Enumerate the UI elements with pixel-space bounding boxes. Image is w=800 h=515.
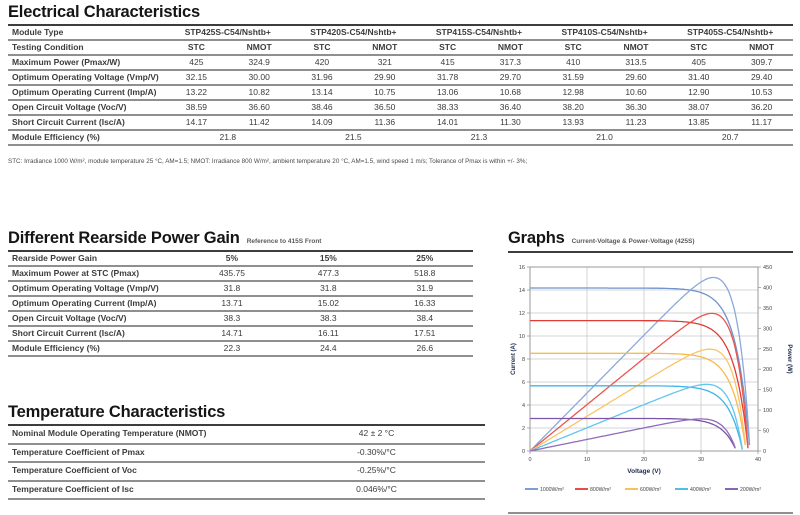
cell: 17.51 <box>377 326 473 341</box>
graphs-subtitle: Current-Voltage & Power-Voltage (425S) <box>571 238 695 245</box>
cell: 14.17 <box>165 115 228 130</box>
cell: 14.71 <box>184 326 280 341</box>
cell: STC <box>667 40 730 55</box>
row-label: Open Circuit Voltage (Voc/V) <box>8 100 165 115</box>
table-row <box>8 40 793 55</box>
cell: 21.3 <box>416 130 542 145</box>
cell: 21.0 <box>542 130 668 145</box>
cell: 15.02 <box>280 296 376 311</box>
svg-text:20: 20 <box>640 457 648 463</box>
svg-text:450: 450 <box>763 265 773 271</box>
cell: 42 ± 2 °C <box>268 425 485 444</box>
table-row <box>8 25 793 40</box>
cell: 38.59 <box>165 100 228 115</box>
temperature-table <box>8 424 485 500</box>
cell: 29.70 <box>479 70 542 85</box>
cell: NMOT <box>730 40 793 55</box>
cell: 25% <box>377 251 473 266</box>
cell: 12.98 <box>542 85 605 100</box>
cell: NMOT <box>605 40 668 55</box>
row-label: Testing Condition <box>8 40 165 55</box>
cell: 31.8 <box>184 281 280 296</box>
pv-curve-600W/m² <box>530 349 745 451</box>
cell: 36.30 <box>605 100 668 115</box>
cell: -0.25%/°C <box>268 462 485 481</box>
table-row <box>8 296 473 311</box>
svg-text:0: 0 <box>763 449 767 455</box>
legend-label: 1000W/m² <box>540 487 564 493</box>
cell: 13.06 <box>416 85 479 100</box>
cell: 0.046%/°C <box>268 481 485 500</box>
cell: 11.30 <box>479 115 542 130</box>
legend-label: 200W/m² <box>740 487 762 493</box>
table-row <box>8 100 793 115</box>
cell: 425 <box>165 55 228 70</box>
svg-text:250: 250 <box>763 346 773 353</box>
cell: 13.14 <box>291 85 354 100</box>
svg-text:300: 300 <box>763 326 773 333</box>
cell: STP420S-C54/Nshtb+ <box>291 25 417 40</box>
cell: 36.50 <box>353 100 416 115</box>
svg-text:8: 8 <box>521 357 525 363</box>
svg-text:100: 100 <box>763 408 773 415</box>
svg-text:Voltage (V): Voltage (V) <box>627 468 661 475</box>
cell: 10.60 <box>605 85 668 100</box>
table-row <box>8 130 793 145</box>
cell: -0.30%/°C <box>268 444 485 463</box>
table-row <box>8 444 485 463</box>
svg-text:Current (A): Current (A) <box>511 343 517 375</box>
row-label: Short Circuit Current (Isc/A) <box>8 115 165 130</box>
rearside-power-gain-section <box>8 229 473 357</box>
cell: 420 <box>291 55 354 70</box>
svg-text:0: 0 <box>528 457 532 463</box>
cell: 16.11 <box>280 326 376 341</box>
cell: 38.20 <box>542 100 605 115</box>
rearside-header <box>8 229 473 248</box>
graphs-title: Graphs <box>508 229 565 247</box>
svg-text:10: 10 <box>583 457 591 463</box>
cell: 10.82 <box>228 85 291 100</box>
cell: 317.3 <box>479 55 542 70</box>
cell: 405 <box>667 55 730 70</box>
cell: STP425S-C54/Nshtb+ <box>165 25 291 40</box>
cell: 31.96 <box>291 70 354 85</box>
pv-curve-200W/m² <box>530 419 735 451</box>
cell: STP415S-C54/Nshtb+ <box>416 25 542 40</box>
table-row <box>8 115 793 130</box>
row-label: Module Efficiency (%) <box>8 130 165 145</box>
temperature-characteristics-section <box>8 403 485 500</box>
svg-text:0: 0 <box>521 449 525 455</box>
cell: 15% <box>280 251 376 266</box>
cell: 477.3 <box>280 266 376 281</box>
cell: STC <box>542 40 605 55</box>
row-label: Rearside Power Gain <box>8 251 184 266</box>
svg-text:350: 350 <box>763 305 773 312</box>
cell: STC <box>165 40 228 55</box>
table-row <box>8 55 793 70</box>
cell: 38.4 <box>377 311 473 326</box>
temperature-title: Temperature Characteristics <box>8 403 226 421</box>
rearside-title: Different Rearside Power Gain <box>8 229 240 247</box>
cell: 21.8 <box>165 130 291 145</box>
cell: 20.7 <box>667 130 793 145</box>
cell: 13.71 <box>184 296 280 311</box>
cell: 38.07 <box>667 100 730 115</box>
table-row <box>8 341 473 356</box>
cell: 13.85 <box>667 115 730 130</box>
cell: 313.5 <box>605 55 668 70</box>
cell: 14.09 <box>291 115 354 130</box>
cell: 11.36 <box>353 115 416 130</box>
table-row <box>8 85 793 100</box>
cell: 36.60 <box>228 100 291 115</box>
svg-text:6: 6 <box>521 380 525 386</box>
iv-pv-chart <box>508 255 793 512</box>
cell: 29.40 <box>730 70 793 85</box>
cell: 36.20 <box>730 100 793 115</box>
row-label: Optimum Operating Voltage (Vmp/V) <box>8 281 184 296</box>
rearside-subtitle: Reference to 415S Front <box>246 238 322 245</box>
table-row <box>8 326 473 341</box>
iv-pv-chart-svg <box>508 255 793 507</box>
cell: 324.9 <box>228 55 291 70</box>
row-label: Optimum Operating Voltage (Vmp/V) <box>8 70 165 85</box>
cell: 32.15 <box>165 70 228 85</box>
graphs-section <box>508 229 793 514</box>
cell: STC <box>291 40 354 55</box>
legend-label: 600W/m² <box>640 487 662 493</box>
cell: 12.90 <box>667 85 730 100</box>
row-label: Temperature Coefficient of Isc <box>8 481 268 500</box>
row-label: Optimum Operating Current (Imp/A) <box>8 85 165 100</box>
table-row <box>8 462 485 481</box>
cell: 415 <box>416 55 479 70</box>
svg-text:30: 30 <box>697 457 705 463</box>
cell: 13.22 <box>165 85 228 100</box>
cell: 11.23 <box>605 115 668 130</box>
rearside-table <box>8 250 473 357</box>
svg-text:16: 16 <box>518 265 525 271</box>
svg-text:400: 400 <box>763 285 773 292</box>
cell: 31.40 <box>667 70 730 85</box>
cell: 14.01 <box>416 115 479 130</box>
cell: 29.90 <box>353 70 416 85</box>
iv-curve-200W/m² <box>530 419 735 449</box>
table-row <box>8 70 793 85</box>
cell: STP405S-C54/Nshtb+ <box>667 25 793 40</box>
cell: 38.33 <box>416 100 479 115</box>
cell: NMOT <box>228 40 291 55</box>
cell: 36.40 <box>479 100 542 115</box>
cell: 21.5 <box>291 130 417 145</box>
cell: 11.42 <box>228 115 291 130</box>
cell: 31.8 <box>280 281 376 296</box>
row-label: Maximum Power (Pmax/W) <box>8 55 165 70</box>
cell: 10.75 <box>353 85 416 100</box>
legend-label: 800W/m² <box>590 487 612 493</box>
svg-text:40: 40 <box>754 457 762 463</box>
cell: 31.9 <box>377 281 473 296</box>
cell: 26.6 <box>377 341 473 356</box>
table-row <box>8 425 485 444</box>
table-row <box>8 481 485 500</box>
cell: NMOT <box>479 40 542 55</box>
table-row <box>8 281 473 296</box>
cell: 13.93 <box>542 115 605 130</box>
svg-text:4: 4 <box>521 403 525 409</box>
row-label: Module Efficiency (%) <box>8 341 184 356</box>
svg-text:Power (W): Power (W) <box>786 344 792 374</box>
cell: 10.68 <box>479 85 542 100</box>
cell: 22.3 <box>184 341 280 356</box>
row-label: Temperature Coefficient of Voc <box>8 462 268 481</box>
row-label: Optimum Operating Current (Imp/A) <box>8 296 184 311</box>
svg-text:2: 2 <box>521 426 525 432</box>
cell: 11.17 <box>730 115 793 130</box>
svg-text:200: 200 <box>763 367 773 374</box>
cell: 30.00 <box>228 70 291 85</box>
cell: 24.4 <box>280 341 376 356</box>
cell: 5% <box>184 251 280 266</box>
cell: STC <box>416 40 479 55</box>
svg-text:14: 14 <box>518 288 525 294</box>
electrical-characteristics-section <box>8 3 793 165</box>
test-conditions-footnote: STC: Irradiance 1000 W/m², module temperature 25 °C, AM=1.5; NMOT: Irradiance 800 W/m², ambient temperature 20 °C, AM=1.5, wind speed 1 m/s; Tolerance of Pmax is within +/- 3%; <box>8 158 528 165</box>
svg-text:50: 50 <box>763 428 770 435</box>
cell: 31.78 <box>416 70 479 85</box>
cell: 38.3 <box>280 311 376 326</box>
row-label: Nominal Module Operating Temperature (NMOT) <box>8 425 268 444</box>
row-label: Open Circuit Voltage (Voc/V) <box>8 311 184 326</box>
cell: 309.7 <box>730 55 793 70</box>
cell: STP410S-C54/Nshtb+ <box>542 25 668 40</box>
cell: 38.46 <box>291 100 354 115</box>
cell: 29.60 <box>605 70 668 85</box>
table-row <box>8 311 473 326</box>
cell: 10.53 <box>730 85 793 100</box>
row-label: Short Circuit Current (Isc/A) <box>8 326 184 341</box>
cell: 16.33 <box>377 296 473 311</box>
graphs-header <box>508 229 793 253</box>
legend-label: 400W/m² <box>690 487 712 493</box>
row-label: Maximum Power at STC (Pmax) <box>8 266 184 281</box>
cell: 321 <box>353 55 416 70</box>
cell: NMOT <box>353 40 416 55</box>
row-label: Temperature Coefficient of Pmax <box>8 444 268 463</box>
cell: 31.59 <box>542 70 605 85</box>
svg-text:150: 150 <box>763 387 773 394</box>
cell: 518.8 <box>377 266 473 281</box>
cell: 38.3 <box>184 311 280 326</box>
svg-text:10: 10 <box>518 334 525 340</box>
table-row <box>8 266 473 281</box>
svg-text:12: 12 <box>518 311 525 317</box>
cell: 410 <box>542 55 605 70</box>
electrical-table <box>8 24 793 146</box>
pv-curve-400W/m² <box>530 384 742 451</box>
electrical-title: Electrical Characteristics <box>8 3 200 21</box>
table-row <box>8 251 473 266</box>
cell: 435.75 <box>184 266 280 281</box>
row-label: Module Type <box>8 25 165 40</box>
